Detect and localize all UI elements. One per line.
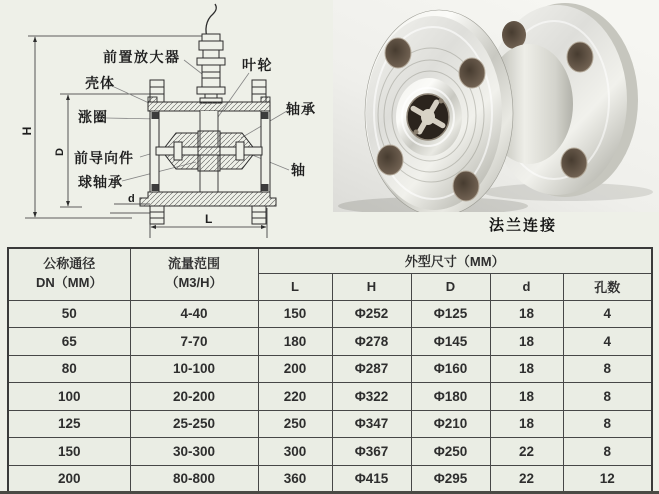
photo-block <box>333 0 659 246</box>
table-cell: Φ252 <box>332 300 411 328</box>
table-cell: 8 <box>563 383 652 411</box>
table-cell: 125 <box>8 410 130 438</box>
label-front-guide: 前导向件 <box>74 150 134 166</box>
technical-drawing <box>0 0 333 246</box>
table-cell: Φ295 <box>411 465 490 493</box>
impeller-hub <box>198 131 220 171</box>
table-cell: 8 <box>563 355 652 383</box>
table-cell: Φ210 <box>411 410 490 438</box>
spec-table <box>7 247 653 494</box>
flowmeter-photo-svg <box>333 0 659 212</box>
bottom-flange <box>140 192 276 206</box>
table-cell: 8 <box>563 438 652 466</box>
table-cell: 65 <box>8 328 130 356</box>
table-row <box>8 300 652 328</box>
preamplifier-body <box>197 34 225 103</box>
spec-table-head <box>8 248 652 300</box>
dim-label-d: d <box>128 193 135 205</box>
table-cell: 80 <box>8 355 130 383</box>
table-cell: 250 <box>258 410 332 438</box>
header-H: H <box>332 273 411 300</box>
table-cell: Φ347 <box>332 410 411 438</box>
table-cell: Φ145 <box>411 328 490 356</box>
rear-bolt-hole-bottom <box>561 148 587 178</box>
ball-bearing-left <box>174 142 182 160</box>
table-cell: 18 <box>490 355 563 383</box>
table-cell: 50 <box>8 300 130 328</box>
table-cell: 18 <box>490 300 563 328</box>
table-row <box>8 465 652 493</box>
table-row <box>8 328 652 356</box>
header-outer-dimensions: 外型尺寸（MM） <box>258 248 652 273</box>
table-cell: 12 <box>563 465 652 493</box>
table-cell: 200 <box>258 355 332 383</box>
table-cell: 18 <box>490 328 563 356</box>
spec-table-body <box>8 300 652 493</box>
table-cell: 20-200 <box>130 383 258 411</box>
table-cell: 30-300 <box>130 438 258 466</box>
table-cell: Φ278 <box>332 328 411 356</box>
table-row <box>8 355 652 383</box>
table-cell: Φ287 <box>332 355 411 383</box>
table-cell: 4 <box>563 328 652 356</box>
table-cell: Φ322 <box>332 383 411 411</box>
header-nominal-diameter: 公称通径 DN（MM） <box>8 248 130 300</box>
table-cell: 4 <box>563 300 652 328</box>
bore-rim-bolt-1 <box>414 130 419 135</box>
table-cell: Φ415 <box>332 465 411 493</box>
label-impeller: 叶轮 <box>242 57 273 73</box>
table-cell: 7-70 <box>130 328 258 356</box>
table-cell: 150 <box>8 438 130 466</box>
rear-bolt-hole-top <box>567 42 593 72</box>
table-cell: 18 <box>490 383 563 411</box>
table-row <box>8 383 652 411</box>
table-cell: 18 <box>490 410 563 438</box>
table-row <box>8 410 652 438</box>
ball-bearing-right <box>236 142 244 160</box>
table-cell: 180 <box>258 328 332 356</box>
table-cell: 10-100 <box>130 355 258 383</box>
label-bearing: 轴承 <box>286 101 316 117</box>
table-cell: 200 <box>8 465 130 493</box>
table-cell: 22 <box>490 438 563 466</box>
header-D: D <box>411 273 490 300</box>
header-hole-count: 孔数 <box>563 273 652 300</box>
table-cell: Φ367 <box>332 438 411 466</box>
table-cell: 150 <box>258 300 332 328</box>
header-flow-range: 流量范围 （M3/H） <box>130 248 258 300</box>
table-cell: 22 <box>490 465 563 493</box>
table-cell: Φ160 <box>411 355 490 383</box>
table-cell: 25-250 <box>130 410 258 438</box>
table-cell: 100 <box>8 383 130 411</box>
product-photo <box>333 0 659 212</box>
table-cell: 220 <box>258 383 332 411</box>
label-ball-bearing: 球轴承 <box>78 174 123 190</box>
table-row <box>8 438 652 466</box>
label-shaft: 轴 <box>291 162 305 178</box>
photo-caption: 法兰连接 <box>488 217 557 234</box>
dim-label-H: H <box>20 126 34 136</box>
impeller-hub-nose <box>421 109 435 125</box>
table-cell: Φ125 <box>411 300 490 328</box>
label-expansion-ring: 涨圈 <box>78 109 108 125</box>
table-cell: 4-40 <box>130 300 258 328</box>
dim-label-D: D <box>54 148 66 156</box>
table-cell: 80-800 <box>130 465 258 493</box>
table-cell: Φ180 <box>411 383 490 411</box>
dim-label-L: L <box>205 212 213 226</box>
cross-section-svg <box>0 0 333 246</box>
table-cell: 300 <box>258 438 332 466</box>
table-cell: 8 <box>563 410 652 438</box>
label-housing: 壳体 <box>85 75 115 91</box>
label-preamplifier: 前置放大器 <box>103 49 181 65</box>
bore-rim-bolt-2 <box>439 99 444 104</box>
header-L: L <box>258 273 332 300</box>
table-cell: Φ250 <box>411 438 490 466</box>
table-cell: 360 <box>258 465 332 493</box>
header-d: d <box>490 273 563 300</box>
